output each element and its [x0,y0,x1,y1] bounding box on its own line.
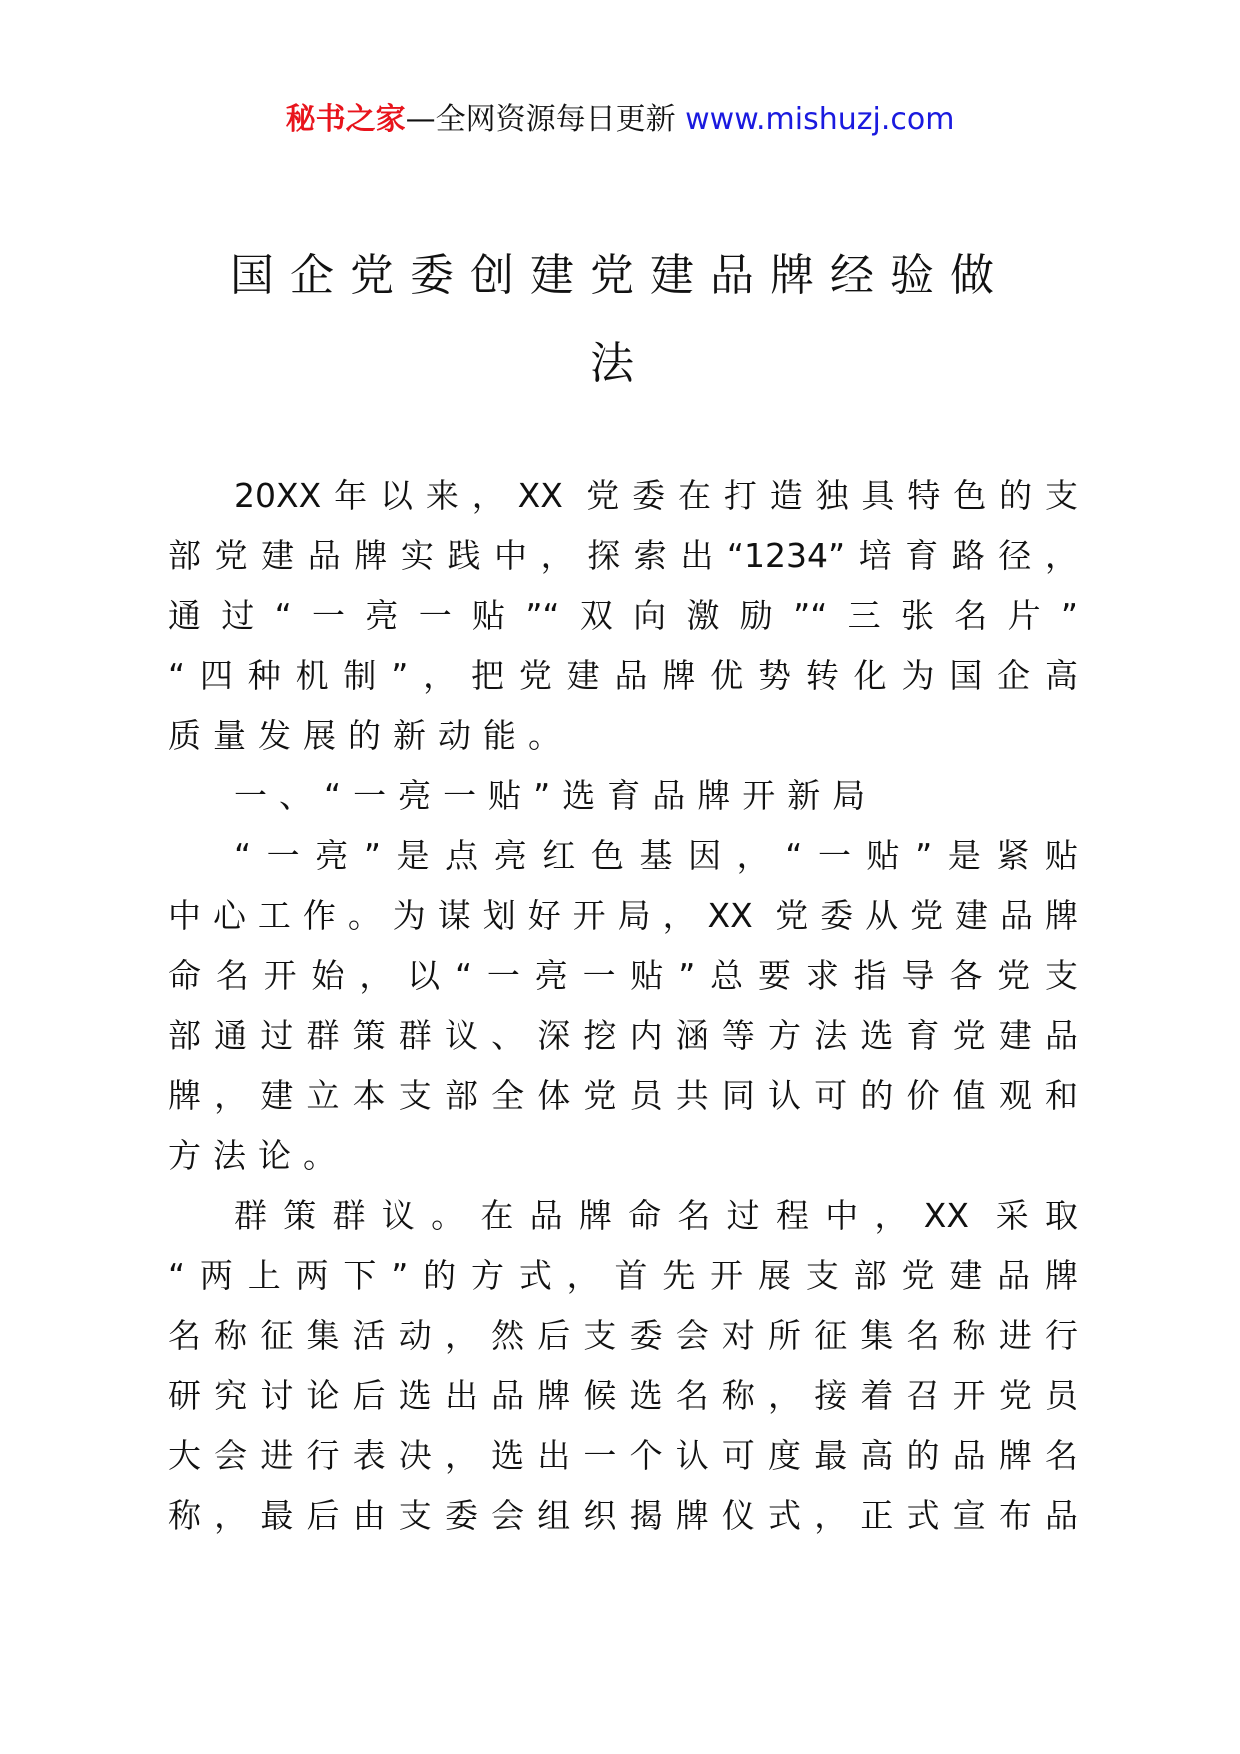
section-heading-1: 一、“一亮一贴”选育品牌开新局 [234,776,878,815]
paragraph-2-line-6: 方法论。 [168,1136,348,1175]
paragraph-2-line-1: “一亮”是点亮红色基因，“一贴”是紧贴 [234,836,1078,875]
paragraph-3-line-2: “两上两下”的方式，首先开展支部党建品牌 [168,1256,1078,1295]
title-line-2: 法 [590,338,650,389]
title-line-1: 国企党委创建党建品牌经验做 [230,250,1010,301]
paragraph-1-line-2: 部党建品牌实践中，探索出“1234”培育路径， [168,536,1078,575]
document-title [170,232,1070,408]
paragraph-3-line-3: 名称征集活动，然后支委会对所征集名称进行 [168,1316,1078,1355]
header-separator: — [405,102,436,137]
paragraph-3-line-1: 群策群议。在品牌命名过程中，XX 采取 [234,1196,1078,1235]
site-header [0,100,1240,140]
paragraph-1-line-1: 20XX年以来，XX 党委在打造独具特色的支 [234,476,1078,515]
paragraph-2-line-2: 中心工作。为谋划好开局，XX 党委从党建品牌 [168,896,1078,935]
paragraph-2-line-3: 命名开始，以“一亮一贴”总要求指导各党支 [168,956,1078,995]
site-url-link[interactable]: www.mishuzj.com [685,102,955,137]
document-body [168,466,1078,1546]
brand-name: 秘书之家 [285,102,406,137]
paragraph-1-line-4: “四种机制”，把党建品牌优势转化为国企高 [168,656,1078,695]
header-tagline: 全网资源每日更新 [435,102,676,137]
paragraph-3-line-6: 称，最后由支委会组织揭牌仪式，正式宣布品 [168,1496,1078,1535]
paragraph-3-line-4: 研究讨论后选出品牌候选名称，接着召开党员 [168,1376,1078,1415]
paragraph-2-line-5: 牌，建立本支部全体党员共同认可的价值观和 [168,1076,1078,1115]
paragraph-1-line-5: 质量发展的新动能。 [168,716,573,755]
paragraph-2-line-4: 部通过群策群议、深挖内涵等方法选育党建品 [168,1016,1078,1055]
paragraph-1-line-3: 通过“一亮一贴”“双向激励”“三张名片” [168,596,1078,635]
paragraph-3-line-5: 大会进行表决，选出一个认可度最高的品牌名 [168,1436,1078,1475]
